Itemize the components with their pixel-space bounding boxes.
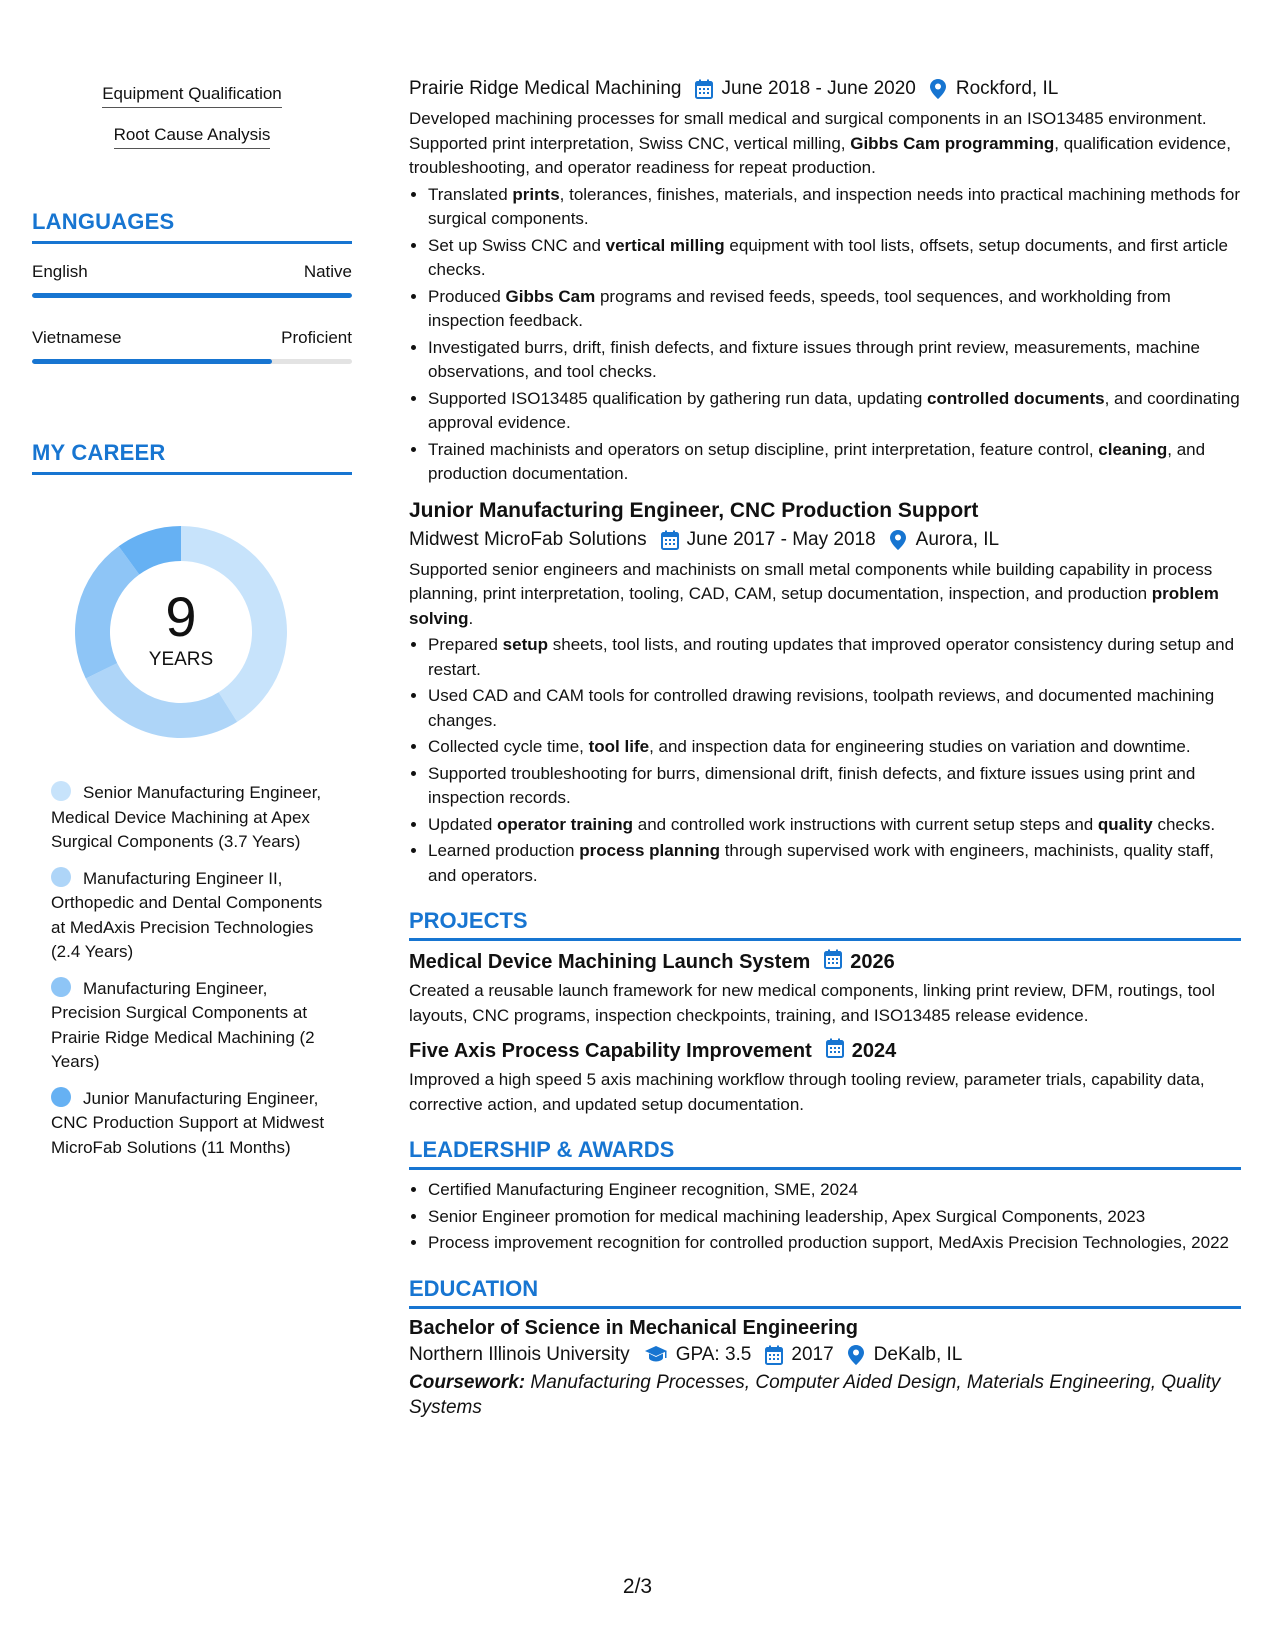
- main-column: [409, 78, 1241, 1420]
- project-title-line: [409, 1038, 1241, 1064]
- language-proficiency-bar: [32, 293, 352, 298]
- education-coursework: [409, 1370, 1241, 1420]
- languages-heading: LANGUAGES: [32, 209, 352, 244]
- coursework-list: Manufacturing Processes, Computer Aided Design, Materials Engineering, Quality Systems: [409, 1371, 1221, 1418]
- education-location: DeKalb, IL: [873, 1343, 963, 1365]
- career-legend-label: Manufacturing Engineer, Precision Surgical Components at Prairie Ridge Medical Machining (2 Years): [51, 978, 315, 1071]
- project-title: Five Axis Process Capability Improvement: [409, 1039, 812, 1062]
- language-name: English: [32, 262, 88, 281]
- bullet-item: • Collected cycle time, tool life, and inspection data for engineering studies on variation and downtime.: [428, 735, 1241, 760]
- project-year: 2026: [850, 950, 895, 973]
- career-heading: MY CAREER: [32, 440, 352, 475]
- bullet-item: • Translated prints, tolerances, finishes, materials, and inspection needs into practical machining methods for surgical components.: [428, 183, 1241, 232]
- language-proficiency-bar: [32, 359, 352, 364]
- career-total-years: 9: [165, 585, 197, 648]
- project-entry: [409, 949, 1241, 1028]
- bullet-item: • Certified Manufacturing Engineer recognition, SME, 2024: [428, 1178, 1241, 1203]
- bullet-item: • Used CAD and CAM tools for controlled drawing revisions, toolpath reviews, and documented machining changes.: [428, 684, 1241, 733]
- projects-heading: PROJECTS: [409, 908, 1241, 941]
- education-year: 2017: [791, 1343, 834, 1365]
- location-pin-icon: [848, 1345, 866, 1365]
- career-legend-item: [51, 867, 331, 965]
- job-summary: Developed machining processes for small medical and surgical components in an ISO13485 environment. Supported print interpretation, Swiss CNC, vertical milling, Gibbs Cam programming, qualification evidence, troubleshooting, and operator readiness for repeat production.: [409, 109, 1231, 177]
- project-title-line: [409, 949, 1241, 975]
- career-legend-item: [51, 977, 331, 1075]
- legend-dot-icon: [51, 867, 71, 887]
- bullet-item: • Senior Engineer promotion for medical machining leadership, Apex Surgical Components, 2023: [428, 1205, 1241, 1230]
- skill-item: Root Cause Analysis: [32, 125, 352, 149]
- language-level: Native: [303, 262, 352, 281]
- bullet-item: • Process improvement recognition for controlled production support, MedAxis Precision Technologies, 2022: [428, 1231, 1241, 1256]
- career-legend: [51, 781, 331, 1160]
- donut-center: [66, 517, 296, 747]
- language-proficiency-fill: [32, 359, 272, 364]
- bullet-item: • Produced Gibbs Cam programs and revised feeds, speeds, tool sequences, and workholding from inspection feedback.: [428, 285, 1241, 334]
- job-meta-line: [409, 529, 1241, 551]
- career-legend-label: Junior Manufacturing Engineer, CNC Production Support at Midwest MicroFab Solutions (11 Months): [51, 1088, 325, 1157]
- job-title: Junior Manufacturing Engineer, CNC Production Support: [409, 498, 979, 522]
- project-description: Created a reusable launch framework for new medical components, linking print review, DFM, routings, tool layouts, CNC programs, inspection checkpoints, training, and ISO13485 release evidence.: [409, 981, 1215, 1025]
- education-meta-line: [409, 1344, 1241, 1366]
- calendar-icon: [695, 79, 713, 99]
- job-bullets: [409, 633, 1241, 888]
- career-legend-item: [51, 781, 331, 855]
- career-legend-label: Senior Manufacturing Engineer, Medical Device Machining at Apex Surgical Components (3.7 Years): [51, 783, 322, 851]
- career-legend-item: [51, 1087, 331, 1161]
- bullet-item: • Supported troubleshooting for burrs, dimensional drift, finish defects, and fixture issues using print and inspection records.: [428, 762, 1241, 811]
- leadership-list: [409, 1178, 1241, 1256]
- project-title: Medical Device Machining Launch System: [409, 950, 811, 973]
- job-dates: June 2017 - May 2018: [686, 528, 876, 550]
- skill-item: Equipment Qualification: [32, 84, 352, 108]
- location-pin-icon: [930, 79, 948, 99]
- career-total-label: YEARS: [148, 649, 214, 670]
- project-description: Improved a high speed 5 axis machining workflow through tooling review, parameter trials, capability data, corrective action, and updated setup documentation.: [409, 1070, 1205, 1114]
- page-number: 2/3: [622, 1575, 653, 1598]
- job-company: Prairie Ridge Medical Machining: [409, 78, 682, 99]
- location-pin-icon: [890, 530, 908, 550]
- education-gpa: GPA: 3.5: [675, 1343, 752, 1365]
- bullet-item: • Trained machinists and operators on setup discipline, print interpretation, feature control, cleaning, and production documentation.: [428, 438, 1241, 487]
- language-proficiency-fill: [32, 293, 352, 298]
- career-donut-chart: [66, 517, 296, 747]
- project-entry: [409, 1038, 1241, 1117]
- job-location: Aurora, IL: [915, 528, 1000, 550]
- bullet-item: • Updated operator training and controlled work instructions with current setup steps and quality checks.: [428, 813, 1241, 838]
- bullet-item: • Investigated burrs, drift, finish defects, and fixture issues through print review, measurements, machine observations, and tool checks.: [428, 336, 1241, 385]
- education-entry: [409, 1317, 1241, 1420]
- language-level: Proficient: [281, 328, 352, 347]
- calendar-icon: [661, 530, 679, 550]
- job-summary: Supported senior engineers and machinists on small metal components while building capability in process planning, print interpretation, tooling, CAD, CAM, setup documentation, inspection, and production problem solving.: [409, 559, 1219, 628]
- career-legend-label: Manufacturing Engineer II, Orthopedic and Dental Components at MedAxis Precision Technologies (2.4 Years): [51, 868, 323, 961]
- job-company: Midwest MicroFab Solutions: [409, 528, 647, 550]
- graduation-cap-icon: [644, 1345, 668, 1365]
- legend-dot-icon: [51, 1087, 71, 1107]
- bullet-item: • Set up Swiss CNC and vertical milling equipment with tool lists, offsets, setup documents, and first article checks.: [428, 234, 1241, 283]
- legend-dot-icon: [51, 781, 71, 801]
- coursework-label: Coursework:: [409, 1371, 526, 1393]
- job-meta-line: [409, 78, 1241, 100]
- job-entry: [409, 78, 1241, 487]
- language-name: Vietnamese: [32, 328, 122, 347]
- calendar-icon: [824, 949, 842, 975]
- sidebar: [32, 84, 352, 1172]
- project-year: 2024: [851, 1039, 897, 1062]
- calendar-icon: [826, 1038, 844, 1064]
- language-item: [32, 262, 352, 298]
- job-location: Rockford, IL: [955, 78, 1059, 99]
- education-school: Northern Illinois University: [409, 1343, 630, 1365]
- leadership-heading: LEADERSHIP & AWARDS: [409, 1137, 1241, 1170]
- job-dates: June 2018 - June 2020: [721, 78, 916, 99]
- language-item: [32, 328, 352, 364]
- bullet-item: • Supported ISO13485 qualification by gathering run data, updating controlled documents, and coordinating approval evidence.: [428, 387, 1241, 436]
- job-entry: [409, 499, 1241, 889]
- job-bullets: [409, 183, 1241, 487]
- bullet-item: • Learned production process planning through supervised work with engineers, machinists, quality staff, and operators.: [428, 839, 1241, 888]
- legend-dot-icon: [51, 977, 71, 997]
- bullet-item: • Prepared setup sheets, tool lists, and routing updates that improved operator consistency during setup and restart.: [428, 633, 1241, 682]
- education-degree: Bachelor of Science in Mechanical Engineering: [409, 1316, 859, 1339]
- calendar-icon: [765, 1345, 783, 1365]
- education-heading: EDUCATION: [409, 1276, 1241, 1309]
